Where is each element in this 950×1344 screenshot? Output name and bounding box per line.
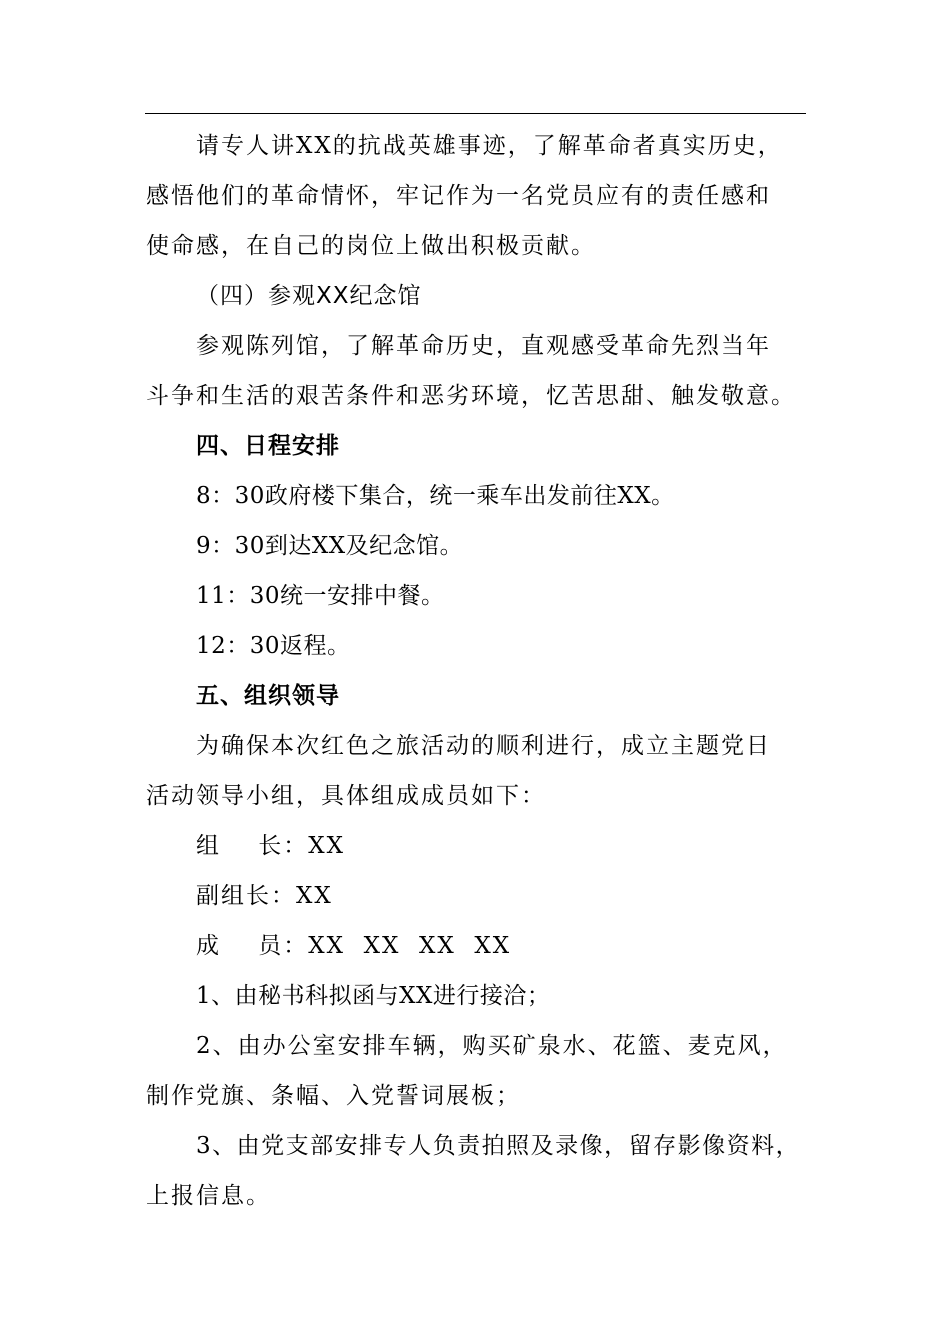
paragraph-line: 参观陈列馆，了解革命历史，直观感受革命先烈当年 — [196, 333, 771, 359]
task-item: 1、由秘书科拟函与XX进行接洽； — [196, 983, 551, 1009]
subsection-title: （四）参观XX纪念馆 — [196, 283, 422, 309]
paragraph-line: 请专人讲XX的抗战英雄事迹，了解革命者真实历史， — [196, 133, 783, 159]
paragraph-line: 使命感，在自己的岗位上做出积极贡献。 — [146, 233, 596, 259]
task-item-continued: 上报信息。 — [146, 1183, 271, 1209]
schedule-item: 12：30返程。 — [196, 633, 351, 659]
task-item: 3、由党支部安排专人负责拍照及录像，留存影像资料， — [196, 1133, 801, 1159]
paragraph-line: 为确保本次红色之旅活动的顺利进行，成立主题党日 — [196, 733, 771, 759]
schedule-item: 9：30到达XX及纪念馆。 — [196, 533, 464, 559]
paragraph-line: 感悟他们的革命情怀，牢记作为一名党员应有的责任感和 — [146, 183, 771, 209]
schedule-item: 8：30政府楼下集合，统一乘车出发前往XX。 — [196, 483, 675, 509]
section-heading: 四、日程安排 — [196, 433, 340, 459]
leader-line: 组 长：XX — [196, 833, 345, 859]
deputy-line: 副组长：XX — [196, 883, 333, 909]
paragraph-line: 活动领导小组，具体组成成员如下： — [146, 783, 546, 809]
task-item: 2、由办公室安排车辆，购买矿泉水、花篮、麦克风， — [196, 1033, 788, 1059]
section-heading: 五、组织领导 — [196, 683, 340, 709]
paragraph-line: 斗争和生活的艰苦条件和恶劣环境，忆苦思甜、触发敬意。 — [146, 383, 796, 409]
header-rule — [145, 113, 806, 114]
task-item-continued: 制作党旗、条幅、入党誓词展板； — [146, 1083, 521, 1109]
members-line: 成 员：XX XX XX XX — [196, 933, 512, 959]
schedule-item: 11：30统一安排中餐。 — [196, 583, 445, 609]
